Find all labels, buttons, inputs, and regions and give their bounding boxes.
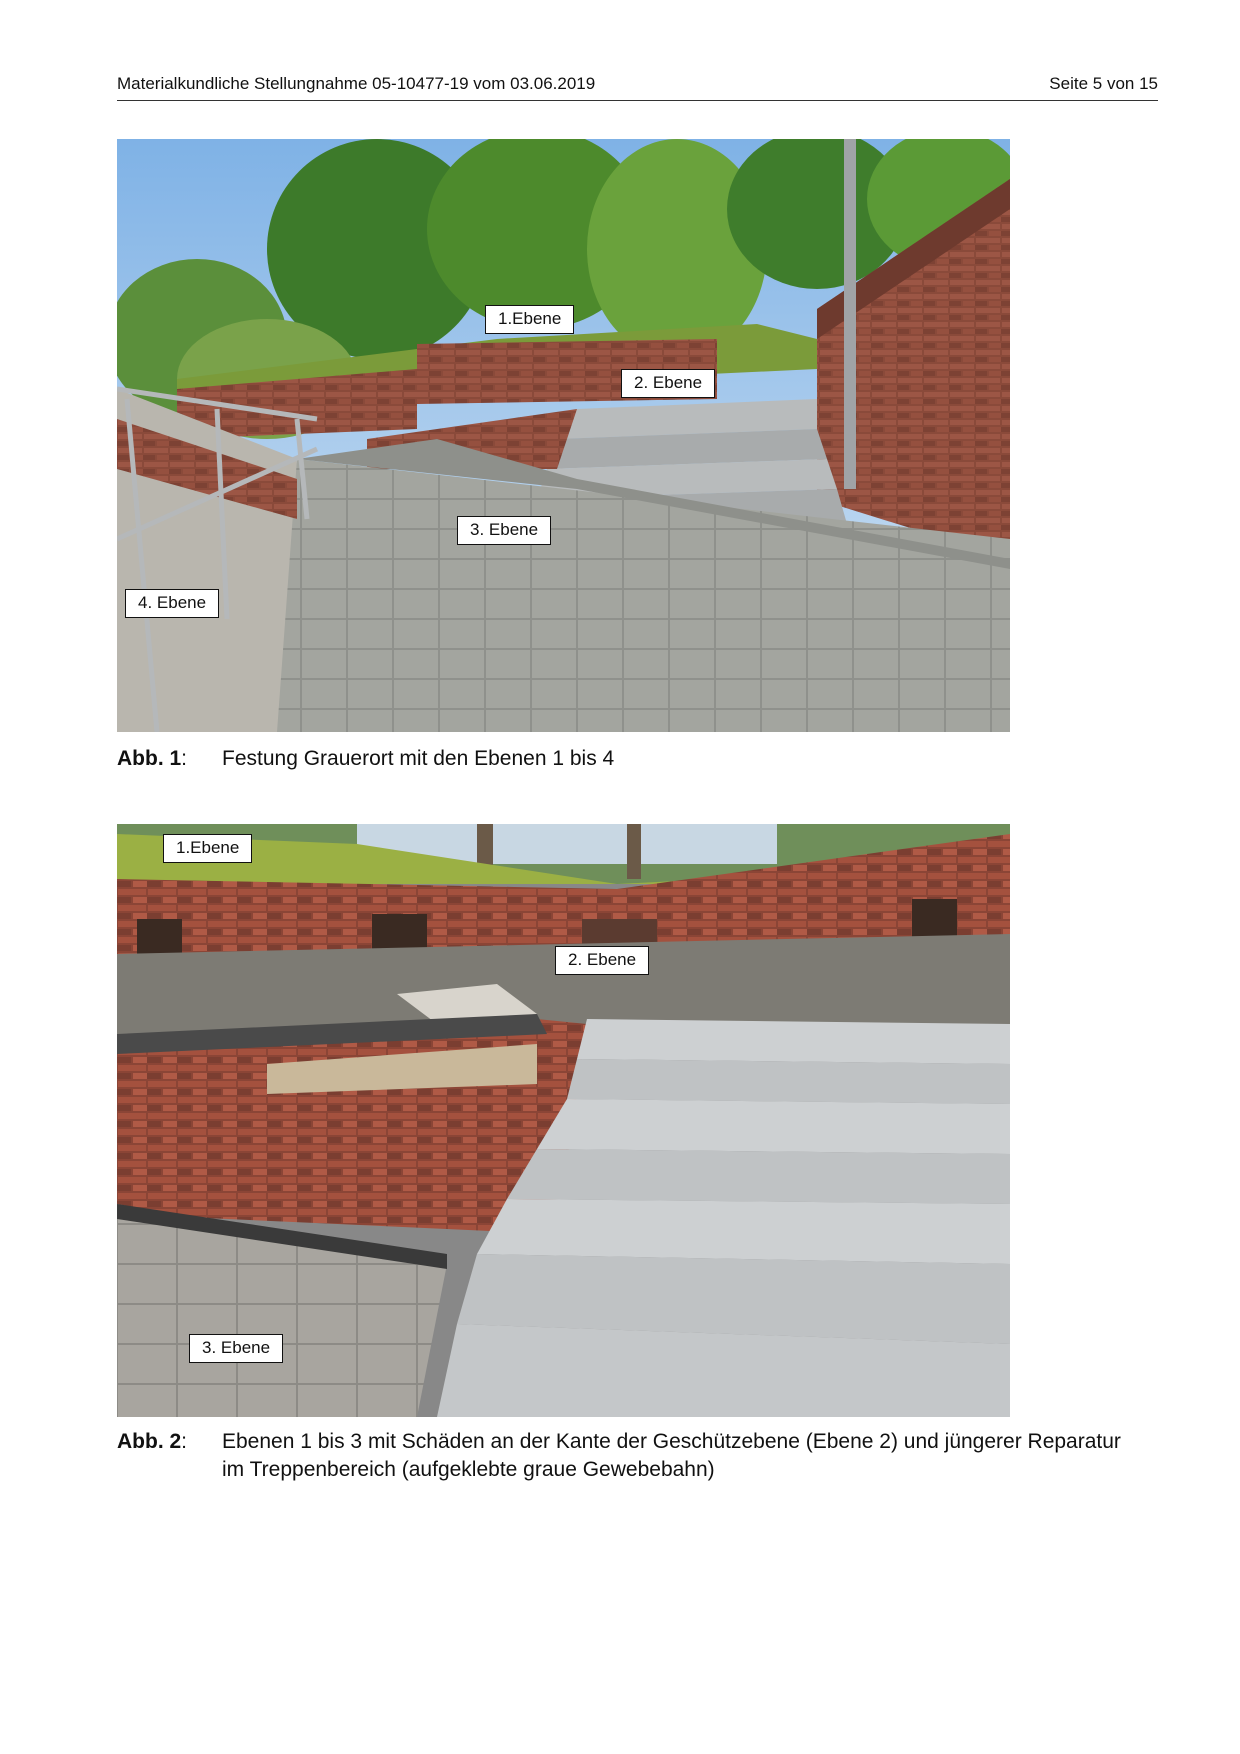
page-number: Seite 5 von 15 (1049, 74, 1158, 93)
label-ebene1: 1.Ebene (485, 305, 574, 334)
figure1-caption-number: Abb. 1: (117, 747, 188, 770)
figure1-photo (117, 139, 1010, 732)
document-title: Materialkundliche Stellungnahme 05-10477-19 vom 03.06.2019 (117, 74, 596, 93)
page-header (117, 72, 1158, 101)
figure2-photo (117, 824, 1010, 1417)
label-ebene3: 3. Ebene (457, 516, 551, 545)
label-ebene1: 1.Ebene (163, 834, 252, 863)
figure2-caption-number: Abb. 2: (117, 1430, 188, 1453)
label-ebene3: 3. Ebene (189, 1334, 283, 1363)
figure2-caption-text: Ebenen 1 bis 3 mit Schäden an der Kante der Geschützebene (Ebene 2) und jüngerer Reparatur im Treppenbereich (aufgeklebte graue Gewebebahn) (222, 1430, 1121, 1481)
label-ebene2: 2. Ebene (555, 946, 649, 975)
fortress-photo-stairs (117, 824, 1010, 1417)
fortress-photo-overview (117, 139, 1010, 732)
label-ebene2: 2. Ebene (621, 369, 715, 398)
label-ebene4: 4. Ebene (125, 589, 219, 618)
figure1-caption-text: Festung Grauerort mit den Ebenen 1 bis 4 (222, 747, 615, 770)
